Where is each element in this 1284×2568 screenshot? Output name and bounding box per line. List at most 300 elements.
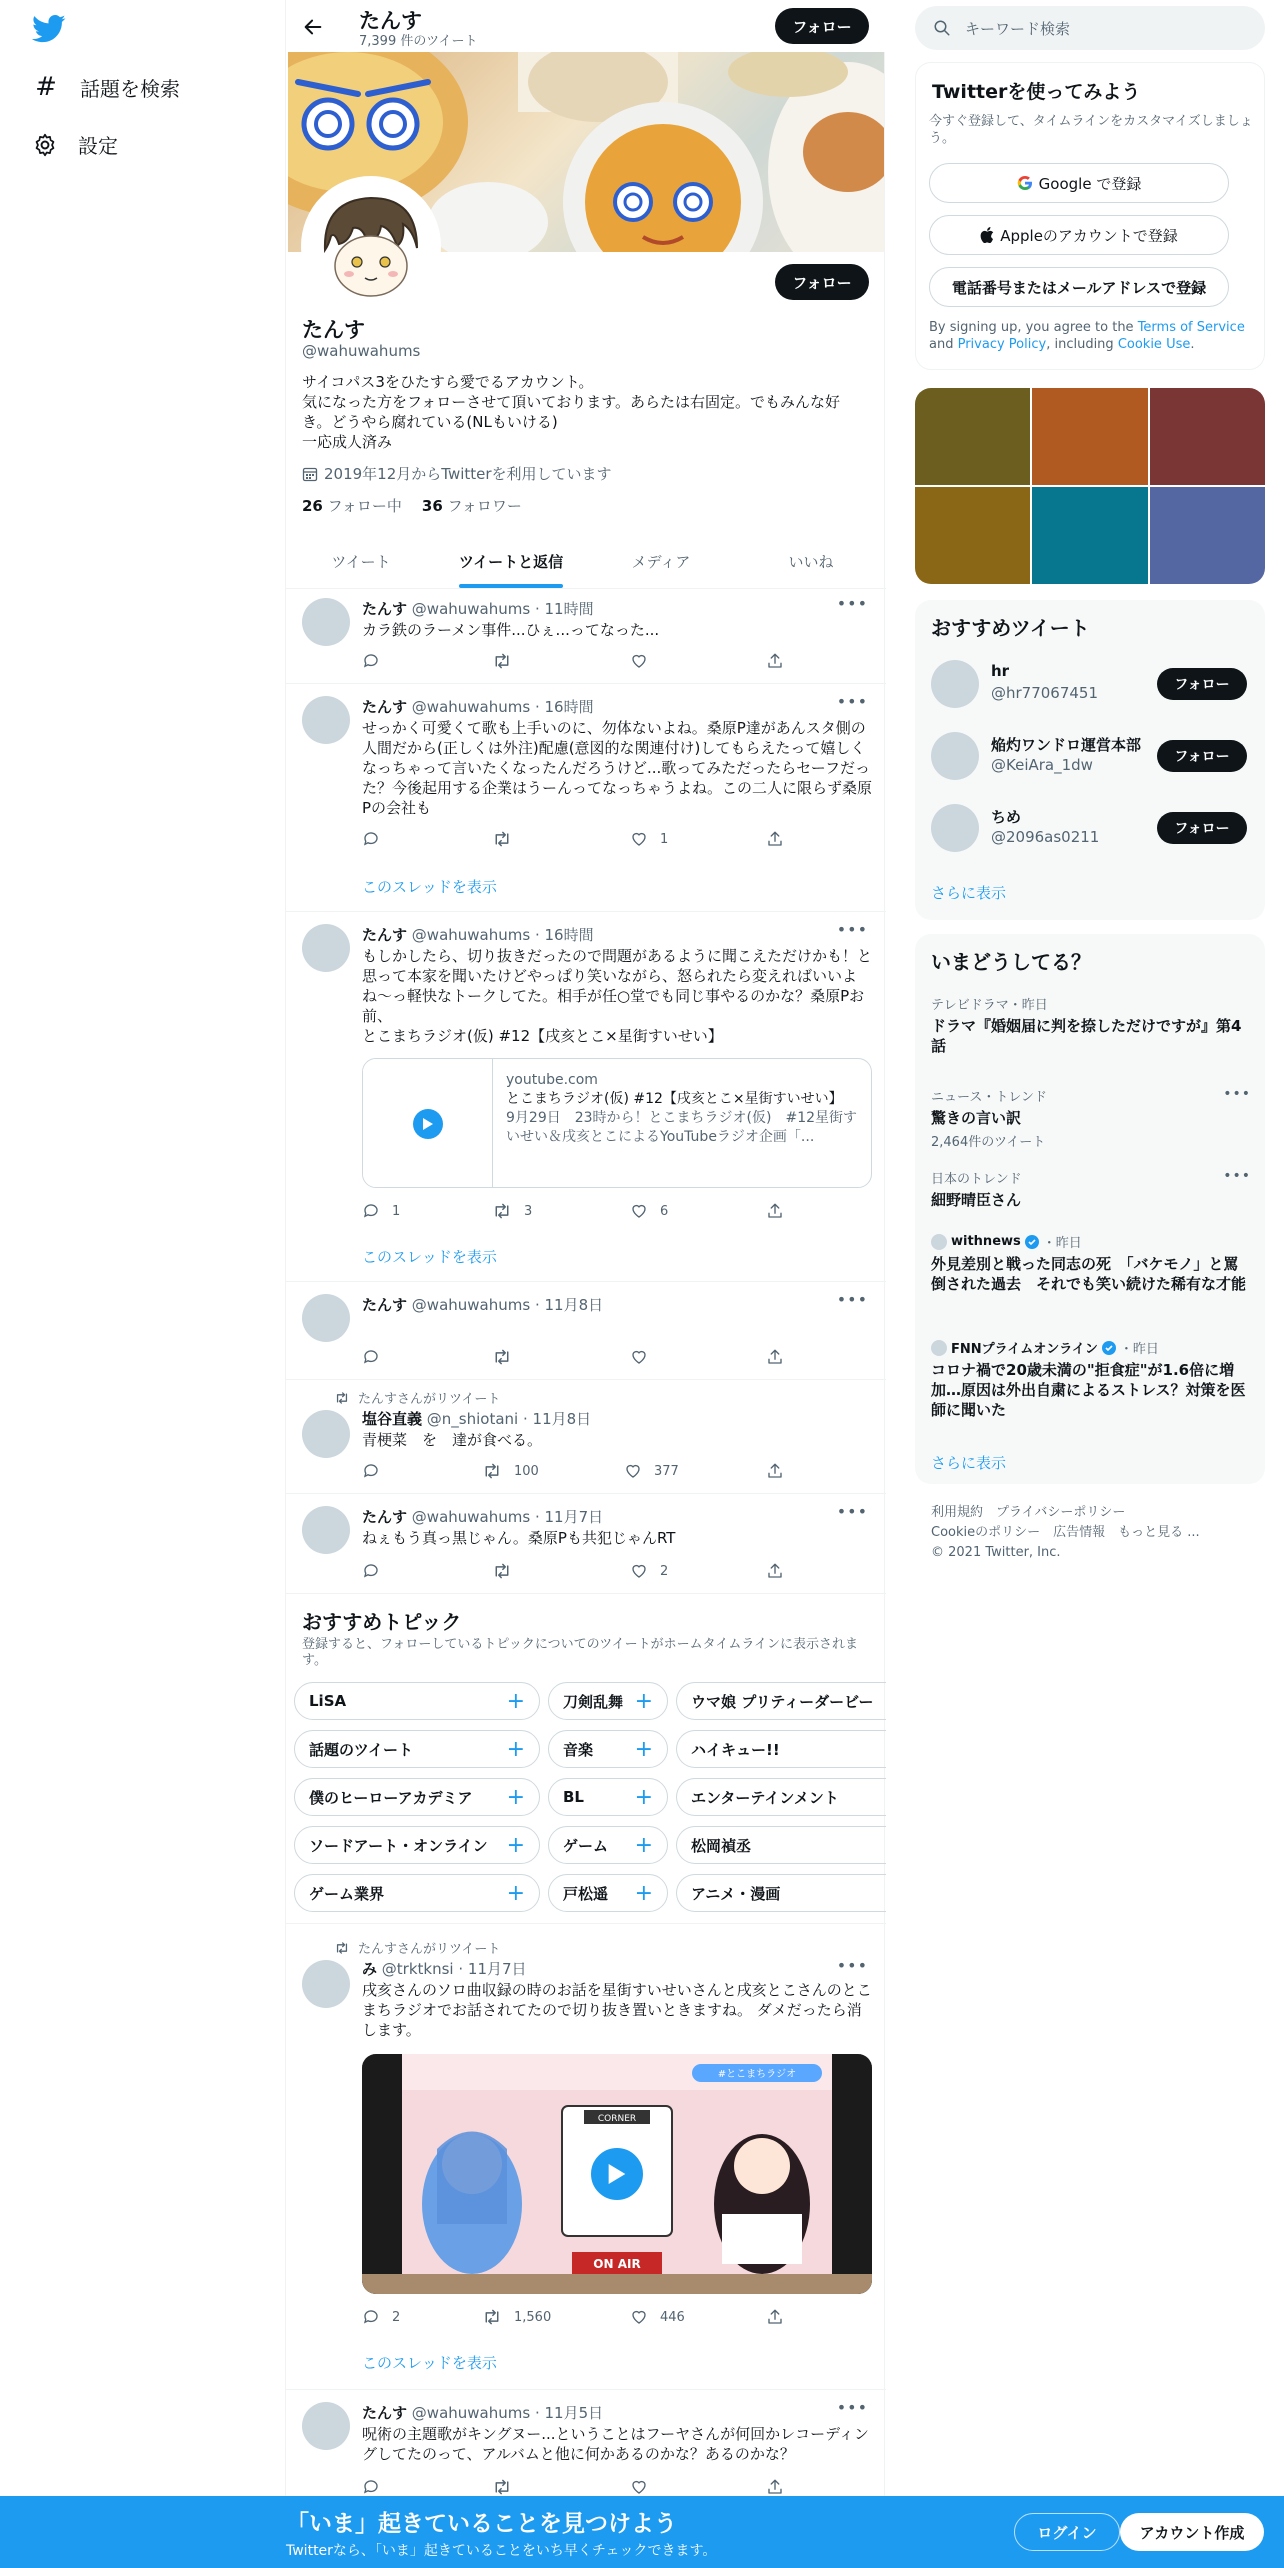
- profile-bio: サイコパス3をひたすら愛でるアカウント。 気になった方をフォローさせて頂いております。あらたは右固定。でもみんな好き。どうやら腐れている(NLもいける) 一応成人済み: [302, 373, 841, 451]
- header-name: たんす: [359, 9, 422, 33]
- trend-item[interactable]: [931, 1232, 1251, 1294]
- share-button[interactable]: [766, 1562, 784, 1580]
- retweet-icon: [492, 2478, 512, 2496]
- share-icon: [766, 652, 784, 670]
- reply-icon: [362, 1562, 380, 1580]
- tweet-avatar[interactable]: [302, 696, 350, 744]
- who-show-more-link[interactable]: さらに表示: [931, 884, 1007, 902]
- bottom-bar-subtitle: Twitterなら、「いま」起きていることをいち早くチェックできます。: [286, 2543, 717, 2559]
- reply-button[interactable]: [362, 830, 392, 848]
- play-icon[interactable]: [587, 2144, 647, 2204]
- who-to-follow-title: おすすめツイート: [931, 616, 1090, 640]
- signup-button[interactable]: アカウント作成: [1120, 2513, 1264, 2551]
- trend-name: 細野晴臣さん: [931, 1191, 1022, 1209]
- who-name[interactable]: hr: [991, 662, 1010, 680]
- who-handle: @2096as0211: [991, 828, 1100, 846]
- legal-text-3: , including: [1046, 337, 1118, 352]
- tweet-time[interactable]: · 11月7日: [534, 1508, 604, 1526]
- corner-sign-text: CORNER: [597, 2114, 637, 2124]
- like-count: 377: [654, 1463, 679, 1479]
- topic-label: ゲーム: [563, 1836, 609, 1855]
- signup-legal-text: [929, 319, 1255, 353]
- tweet-avatar[interactable]: [302, 924, 350, 972]
- more-icon[interactable]: •••: [836, 1502, 868, 1521]
- retweet-label-text[interactable]: たんすさんがリツイート: [358, 1392, 501, 1407]
- tweet-time[interactable]: · 11月7日: [458, 1960, 527, 1978]
- apple-signup-label: Appleのアカウントで登録: [1000, 226, 1178, 245]
- plus-icon: +: [634, 1736, 653, 1762]
- reply-button[interactable]: [362, 2308, 400, 2326]
- topic-chip[interactable]: [676, 1730, 886, 1768]
- retweet-icon: [334, 1941, 350, 1955]
- trend-item[interactable]: [931, 1168, 1251, 1210]
- topics-module: [286, 1594, 886, 1924]
- search-box[interactable]: [915, 6, 1265, 50]
- topic-chip[interactable]: [294, 1730, 540, 1768]
- who-to-follow-item[interactable]: [931, 800, 1251, 856]
- profile-header: [286, 0, 886, 52]
- verified-badge-icon: [1025, 1235, 1039, 1249]
- tweet-handle: @wahuwahums: [411, 1508, 531, 1526]
- footer-line-1[interactable]: 利用規約 プライバシーポリシー: [931, 1505, 1126, 1520]
- like-button[interactable]: [630, 1348, 660, 1366]
- retweet-label-text[interactable]: たんすさんがリツイート: [358, 1942, 501, 1957]
- share-icon: [766, 2308, 784, 2326]
- tweet-avatar[interactable]: [302, 1960, 350, 2008]
- topic-chip[interactable]: [294, 1682, 540, 1720]
- heart-icon: [630, 1562, 648, 1580]
- tweet[interactable]: [286, 1380, 886, 1494]
- trend-meta: [931, 1338, 1251, 1357]
- share-button[interactable]: [766, 2478, 784, 2496]
- topic-label: ハイキュー!!: [691, 1740, 780, 1759]
- terms-link[interactable]: Terms of Service: [1137, 320, 1245, 335]
- trend-time: ・昨日: [1042, 1236, 1082, 1251]
- media-thumbnail[interactable]: [1150, 388, 1265, 485]
- share-icon: [766, 1202, 784, 1220]
- tweet[interactable]: [286, 1494, 886, 1594]
- retweet-button[interactable]: [482, 1462, 539, 1480]
- topic-label: ソードアート・オンライン: [309, 1836, 488, 1855]
- phone-email-signup-button[interactable]: 電話番号またはメールアドレスで登録: [929, 267, 1229, 307]
- tweet-header: [362, 1294, 603, 1315]
- topic-chip[interactable]: [548, 1730, 668, 1768]
- retweet-button[interactable]: [482, 2308, 551, 2326]
- retweet-icon: [492, 1562, 512, 1580]
- legal-text-1: By signing up, you agree to the: [929, 320, 1138, 335]
- tweet-time[interactable]: · 16時間: [534, 926, 594, 944]
- followers-label: フォロワー: [447, 497, 522, 515]
- profile-follow-stats: [302, 495, 522, 516]
- heart-icon: [624, 1462, 642, 1480]
- retweet-icon: [334, 1391, 350, 1405]
- retweet-count: 1,560: [514, 2309, 552, 2325]
- twitter-logo-icon[interactable]: [32, 14, 66, 44]
- trend-item[interactable]: [931, 994, 1251, 1056]
- like-button[interactable]: [630, 2478, 660, 2496]
- cookie-link[interactable]: Cookie Use: [1117, 337, 1191, 352]
- tweet-text: ねぇもう真っ黒じゃん。桑原Pも共犯じゃんRT: [362, 1529, 676, 1547]
- topic-chip[interactable]: [676, 1682, 886, 1720]
- tab-likes[interactable]: いいね: [788, 553, 834, 571]
- who-follow-button[interactable]: フォロー: [1157, 740, 1247, 772]
- trend-meta: テレビドラマ・昨日: [931, 998, 1048, 1013]
- back-arrow-icon[interactable]: [300, 14, 326, 40]
- bottom-signup-bar: [0, 2496, 1284, 2568]
- card-domain: youtube.com: [506, 1072, 598, 1088]
- header-tweet-count: 7,399 件のツイート: [359, 34, 478, 49]
- tweet-avatar[interactable]: [302, 598, 350, 646]
- tweet-actions: [362, 2478, 802, 2498]
- share-button[interactable]: [766, 1462, 784, 1480]
- share-button[interactable]: [766, 652, 784, 670]
- reply-icon: [362, 1202, 380, 1220]
- reply-button[interactable]: [362, 1202, 400, 1220]
- retweet-button[interactable]: [492, 652, 524, 670]
- tweet-header: [362, 1408, 591, 1429]
- apple-signup-button[interactable]: [929, 215, 1229, 255]
- retweet-button[interactable]: [492, 1562, 524, 1580]
- tweet-time[interactable]: · 11月5日: [534, 2404, 604, 2422]
- topics-title: おすすめトピック: [302, 1610, 462, 1634]
- tweet-author[interactable]: たんす: [362, 600, 408, 618]
- reply-button[interactable]: [362, 1462, 392, 1480]
- topic-chip[interactable]: [548, 1874, 668, 1912]
- nav-settings[interactable]: [32, 130, 118, 159]
- like-button[interactable]: [630, 1202, 668, 1220]
- tweet-text: せっかく可愛くて歌も上手いのに、勿体ないよね。桑原P達があんスタ側の人間だから(正しくは外注)配慮(意図的な関連付け)してもらえたって嬉しくなっちゃって言いたくなったんだろうけど...歌ってみただったらセーフだった？今後起用する企業はうーんってなっちゃうよね。この二人に限らず桑原Pの会社も: [362, 719, 873, 817]
- media-thumbnail[interactable]: [1032, 487, 1147, 584]
- signup-panel: [915, 62, 1265, 370]
- tweet-text: もしかしたら、切り抜きだったので問題があるように聞こえただけかも！と思って本家を聞いたけどやっぱり笑いながら、怒られたら変えればいいよね〜っ軽快なトークしてた。相手が任○堂でも同じ事やるのかな？桑原Pお前、 とこまちラジオ(仮) #12【戌亥とこ×星街すいせい】: [362, 947, 873, 1045]
- trend-name: コロナ禍で20歳未満の"拒食症"が1.6倍に増加…原因は外出自粛によるストレス？対策を医師に聞いた: [931, 1361, 1246, 1419]
- profile-avatar[interactable]: [301, 176, 441, 316]
- link-card[interactable]: [362, 1058, 872, 1188]
- legal-text-4: .: [1190, 337, 1195, 352]
- tweet-avatar[interactable]: [302, 2402, 350, 2450]
- like-button[interactable]: [624, 1462, 679, 1480]
- like-button[interactable]: [630, 652, 660, 670]
- tweet-header: [362, 598, 594, 619]
- profile-joined-text: 2019年12月からTwitterを利用しています: [324, 465, 612, 483]
- trend-source: withnews: [951, 1234, 1021, 1249]
- plus-icon: +: [506, 1688, 525, 1714]
- topic-chip[interactable]: [294, 1874, 540, 1912]
- apple-logo-icon: [980, 227, 994, 243]
- like-button[interactable]: [630, 2308, 685, 2326]
- heart-icon: [630, 1348, 648, 1366]
- tweet-avatar[interactable]: [302, 1506, 350, 1554]
- topic-label: ゲーム業界: [309, 1884, 385, 1903]
- tweet-text: カラ鉄のラーメン事件...ひぇ...ってなった...: [362, 621, 660, 639]
- tweet-time[interactable]: · 11月8日: [523, 1410, 592, 1428]
- trend-item[interactable]: [931, 1086, 1251, 1150]
- heart-icon: [630, 2308, 648, 2326]
- reply-icon: [362, 2308, 380, 2326]
- tweet-handle: @wahuwahums: [411, 2404, 531, 2422]
- trends-title: いまどうしてる？: [931, 950, 1091, 974]
- who-handle: @KeiAra_1dw: [991, 756, 1093, 774]
- show-thread-link[interactable]: このスレッドを表示: [362, 878, 497, 896]
- header-follow-button[interactable]: フォロー: [775, 8, 869, 44]
- who-handle: @hr77067451: [991, 684, 1099, 702]
- topic-label: 戸松遥: [563, 1884, 609, 1903]
- who-to-follow-item[interactable]: [931, 656, 1251, 712]
- nav-settings-label: 設定: [78, 134, 118, 158]
- topic-label: 僕のヒーローアカデミア: [309, 1788, 473, 1807]
- topic-label: 刀剣乱舞: [563, 1692, 624, 1711]
- footer-line-2[interactable]: Cookieのポリシー 広告情報 もっと見る ...: [931, 1525, 1200, 1540]
- media-grid: [915, 388, 1265, 584]
- trend-meta: [931, 1232, 1251, 1251]
- reply-button[interactable]: [362, 1562, 392, 1580]
- topic-chip[interactable]: [548, 1826, 668, 1864]
- retweet-icon: [482, 2308, 502, 2326]
- google-logo-icon: [1017, 175, 1033, 191]
- tweet-author[interactable]: たんす: [362, 926, 408, 944]
- trend-item[interactable]: [931, 1338, 1251, 1420]
- hashtag-banner-text: #とこまちラジオ: [717, 2069, 797, 2080]
- retweet-label: [334, 1938, 500, 1957]
- avatar[interactable]: [931, 660, 979, 708]
- nav-explore[interactable]: [32, 72, 180, 102]
- share-button[interactable]: [766, 1202, 784, 1220]
- tweet-handle: @n_shiotani: [426, 1410, 519, 1428]
- who-to-follow-item[interactable]: [931, 728, 1251, 784]
- retweet-icon: [492, 1348, 512, 1366]
- more-icon[interactable]: •••: [836, 2398, 868, 2417]
- tweet-text: 青梗菜 を 達が食べる。: [362, 1431, 543, 1449]
- like-count: 1: [660, 831, 669, 847]
- tweet-time[interactable]: · 11月8日: [534, 1296, 604, 1314]
- media-thumbnail[interactable]: [1032, 388, 1147, 485]
- following-count: 26: [302, 497, 323, 515]
- heart-icon: [630, 2478, 648, 2496]
- topic-label: エンターテインメント: [691, 1788, 839, 1807]
- like-button[interactable]: [630, 830, 668, 848]
- topic-chip[interactable]: [676, 1826, 886, 1864]
- retweet-button[interactable]: [492, 1202, 532, 1220]
- heart-icon: [630, 830, 648, 848]
- video-player[interactable]: [362, 2054, 872, 2294]
- tab-media[interactable]: メディア: [631, 553, 691, 571]
- topic-label: BL: [563, 1788, 584, 1806]
- share-icon: [766, 830, 784, 848]
- profile-tabs: [286, 535, 886, 589]
- card-body: [506, 1071, 861, 1147]
- source-avatar: [931, 1234, 947, 1250]
- signup-subtitle: 今すぐ登録して、タイムラインをカスタマイズしましょう。: [929, 114, 1253, 146]
- retweet-icon: [492, 652, 512, 670]
- more-icon[interactable]: •••: [836, 920, 868, 939]
- topic-label: ウマ娘 プリティーダービー: [691, 1692, 874, 1711]
- profile-name: たんす: [302, 318, 365, 342]
- more-icon[interactable]: •••: [836, 1290, 868, 1309]
- tweet[interactable]: [286, 2390, 886, 2496]
- more-icon[interactable]: •••: [1223, 1086, 1251, 1102]
- reply-icon: [362, 1348, 380, 1366]
- source-avatar: [931, 1340, 947, 1356]
- avatar[interactable]: [931, 732, 979, 780]
- tab-tweets-replies[interactable]: ツイートと返信: [436, 535, 586, 588]
- tweet-avatar[interactable]: [302, 1410, 350, 1458]
- main-column: [285, 0, 885, 2568]
- card-thumbnail: [363, 1059, 493, 1188]
- topic-chip[interactable]: [676, 1874, 886, 1912]
- plus-icon: +: [634, 1784, 653, 1810]
- tweet-author[interactable]: み: [362, 1960, 378, 1978]
- who-follow-button[interactable]: フォロー: [1157, 812, 1247, 844]
- tweet-actions: [362, 1348, 802, 1368]
- more-icon[interactable]: •••: [836, 1956, 868, 1975]
- bottom-bar-title: 「いま」起きていることを見つけよう: [286, 2511, 677, 2537]
- who-follow-button[interactable]: フォロー: [1157, 668, 1247, 700]
- retweet-icon: [492, 1202, 512, 1220]
- topic-chip[interactable]: [676, 1778, 886, 1816]
- reply-button[interactable]: [362, 2478, 392, 2496]
- retweet-icon: [482, 1462, 502, 1480]
- topic-label: LiSA: [309, 1692, 347, 1710]
- tab-tweets[interactable]: ツイート: [331, 553, 391, 571]
- trend-name: 外見差別と戦った同志の死 「バケモノ」と罵倒された過去 それでも笑い続けた稀有な才能: [931, 1255, 1247, 1293]
- plus-icon: +: [634, 1688, 653, 1714]
- reply-count: 2: [392, 2309, 401, 2325]
- profile-joined: [302, 463, 612, 484]
- signup-title: Twitterを使ってみよう: [932, 81, 1141, 103]
- plus-icon: +: [634, 1880, 653, 1906]
- trend-name: 驚きの言い訳: [931, 1109, 1022, 1127]
- plus-icon: +: [506, 1736, 525, 1762]
- show-thread-link[interactable]: このスレッドを表示: [362, 1248, 497, 1266]
- tweet-actions: [362, 1462, 802, 1482]
- trend-meta: 日本のトレンド: [931, 1172, 1022, 1187]
- tweet-author[interactable]: たんす: [362, 1296, 408, 1314]
- tweet-header: [362, 696, 594, 717]
- media-thumbnail[interactable]: [915, 388, 1030, 485]
- share-icon: [766, 1562, 784, 1580]
- trend-source: FNNプライムオンライン: [951, 1342, 1098, 1357]
- tweet-handle: @wahuwahums: [411, 1296, 531, 1314]
- plus-icon: +: [506, 1880, 525, 1906]
- more-icon[interactable]: •••: [836, 594, 868, 613]
- tweet-header: [362, 2402, 603, 2423]
- like-count: 2: [660, 1563, 669, 1579]
- footer-links: [931, 1503, 1251, 1563]
- search-input[interactable]: キーワード検索: [965, 19, 1071, 38]
- share-button[interactable]: [766, 2308, 784, 2326]
- heart-icon: [630, 1202, 648, 1220]
- tweet-actions: [362, 830, 802, 850]
- retweet-button[interactable]: [492, 1348, 524, 1366]
- retweet-button[interactable]: [492, 2478, 524, 2496]
- gear-icon: [32, 132, 58, 158]
- retweet-button[interactable]: [492, 830, 524, 848]
- tweet-author[interactable]: たんす: [362, 698, 408, 716]
- tweet-handle: @wahuwahums: [411, 698, 531, 716]
- following-link[interactable]: [302, 495, 402, 516]
- topic-chip[interactable]: [548, 1778, 668, 1816]
- trends-panel: [915, 934, 1265, 1484]
- tweet-author[interactable]: たんす: [362, 2404, 408, 2422]
- google-signup-button[interactable]: [929, 163, 1229, 203]
- legal-text-2: and: [929, 337, 958, 352]
- avatar[interactable]: [931, 804, 979, 852]
- show-thread-link[interactable]: このスレッドを表示: [362, 2354, 497, 2372]
- tweet-header: [362, 924, 594, 945]
- topic-chip[interactable]: [548, 1682, 668, 1720]
- retweet-label: [334, 1388, 500, 1407]
- tweet-actions: [362, 2308, 802, 2328]
- reply-button[interactable]: [362, 652, 392, 670]
- more-icon[interactable]: •••: [1223, 1168, 1251, 1184]
- tweet-time[interactable]: · 11時間: [534, 600, 594, 618]
- tweet[interactable]: [286, 1282, 886, 1380]
- card-description: 9月29日 23時から！とこまちラジオ(仮) #12星街すいせい＆戌亥とこによるYouTubeラジオ企画「...: [506, 1110, 858, 1145]
- tweet-actions: [362, 652, 802, 672]
- share-icon: [766, 1348, 784, 1366]
- media-thumbnail[interactable]: [915, 487, 1030, 584]
- tweet-handle: @trktknsi: [381, 1960, 454, 1978]
- tweet[interactable]: [286, 590, 886, 684]
- followers-link[interactable]: [422, 495, 522, 516]
- like-count: 6: [660, 1203, 669, 1219]
- topic-label: 松岡禎丞: [691, 1836, 752, 1855]
- plus-icon: +: [506, 1784, 525, 1810]
- share-button[interactable]: [766, 1348, 784, 1366]
- login-button[interactable]: ログイン: [1014, 2513, 1120, 2551]
- verified-badge-icon: [1102, 1341, 1116, 1355]
- plus-icon: +: [506, 1832, 525, 1858]
- tweet[interactable]: [286, 912, 886, 1282]
- who-to-follow-panel: [915, 600, 1265, 920]
- who-name[interactable]: 焔灼ワンドロ運営本部: [991, 736, 1142, 754]
- topic-chip[interactable]: [294, 1778, 540, 1816]
- tweet-header: [362, 1506, 603, 1527]
- followers-count: 36: [421, 497, 443, 515]
- following-label: フォロー中: [327, 497, 402, 515]
- plus-icon: +: [634, 1832, 653, 1858]
- play-icon[interactable]: [413, 1109, 443, 1139]
- tweet-avatar[interactable]: [302, 1294, 350, 1342]
- profile-follow-button[interactable]: フォロー: [775, 264, 869, 300]
- tweet-text: 呪術の主題歌がキングヌー...ということはフーヤさんが何回かレコーディングしてたのって、アルバムと他に何かあるのかな？あるのかな？: [362, 2425, 869, 2463]
- trends-show-more-link[interactable]: さらに表示: [931, 1454, 1007, 1472]
- retweet-icon: [492, 830, 512, 848]
- topics-subtitle: 登録すると、フォローしているトピックについてのツイートがホームタイムラインに表示されます。: [302, 1637, 859, 1668]
- on-air-sign-text: ON AIR: [593, 2257, 641, 2271]
- heart-icon: [630, 652, 648, 670]
- tweet-actions: [362, 1562, 802, 1582]
- reply-button[interactable]: [362, 1348, 392, 1366]
- tweet-time[interactable]: · 16時間: [534, 698, 594, 716]
- privacy-link[interactable]: Privacy Policy: [957, 337, 1047, 352]
- tweet-author[interactable]: 塩谷直義: [362, 1410, 423, 1428]
- topic-chip[interactable]: [294, 1826, 540, 1864]
- share-button[interactable]: [766, 830, 784, 848]
- topic-label: 音楽: [563, 1740, 594, 1759]
- nav-explore-label: 話題を検索: [80, 76, 180, 101]
- trend-meta: ニュース・トレンド: [931, 1090, 1048, 1105]
- media-thumbnail[interactable]: [1150, 487, 1265, 584]
- tweet[interactable]: [286, 1924, 886, 2390]
- who-name[interactable]: ちめ: [991, 808, 1022, 826]
- tweet[interactable]: [286, 684, 886, 912]
- more-icon[interactable]: •••: [836, 692, 868, 711]
- retweet-count: 100: [514, 1463, 539, 1479]
- like-button[interactable]: [630, 1562, 668, 1580]
- copyright: © 2021 Twitter, Inc.: [931, 1545, 1061, 1560]
- tweet-author[interactable]: たんす: [362, 1508, 408, 1526]
